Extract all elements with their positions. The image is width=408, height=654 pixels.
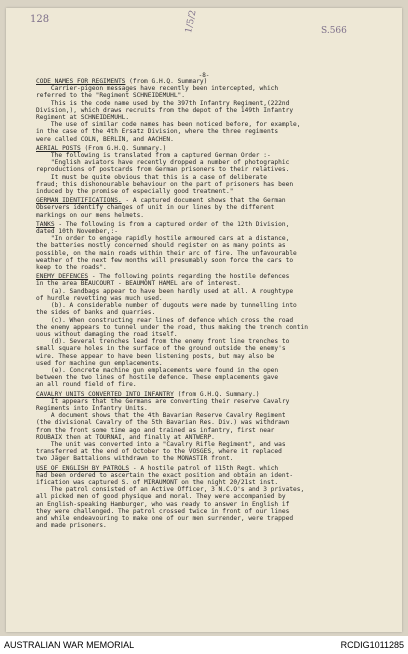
- footer-record-id: RCDIG1011285: [340, 640, 404, 650]
- text-line: [36, 331, 392, 338]
- text-line: [36, 250, 392, 257]
- text-line: [36, 419, 392, 426]
- section-heading: TANKS: [36, 220, 55, 228]
- section-heading: CODE NAMES FOR REGIMENTS: [36, 78, 126, 85]
- line-text: the sides of banks and quarries.: [36, 309, 156, 317]
- line-text: The patrol consisted of an Active Officer, 3 N.C.O's and 3 privates,: [36, 486, 305, 494]
- text-line: [36, 391, 392, 398]
- line-text: fraud; this dishonourable behaviour on the part of prisoners has been: [36, 180, 294, 188]
- line-text: The following is translated from a captured German Order :-: [36, 152, 271, 160]
- text-line: [36, 508, 392, 515]
- text-line: [36, 235, 392, 242]
- line-text: weather of the next few months will presumably soon force the cars to: [36, 256, 294, 264]
- line-text: an English-speaking Hamburger, who was ready to answer in English if: [36, 500, 290, 508]
- text-line: [36, 367, 392, 374]
- text-line: [36, 197, 392, 204]
- text-line: [36, 398, 392, 405]
- text-line: [36, 501, 392, 508]
- line-text: (from G.H.Q. Summary.): [177, 390, 260, 398]
- document-body: [36, 78, 392, 531]
- text-line: [36, 92, 392, 99]
- text-line: [36, 309, 392, 316]
- section-heading: CAVALRY UNITS CONVERTED INTO INFANTRY: [36, 390, 174, 398]
- line-text: Observers identify changes of unit in our lines by the different: [36, 204, 275, 212]
- line-text: ification was captured S. of MIRAUMONT on the night 20/21st inst.: [36, 478, 279, 486]
- text-line: [36, 412, 392, 419]
- section: [36, 273, 392, 388]
- line-text: of hurdle revetting was much used.: [36, 294, 163, 302]
- line-text: Regiment at SCHNEIDEMUHL.: [36, 114, 130, 122]
- line-text: uous without damaging the road itself.: [36, 330, 178, 338]
- footer-institution: AUSTRALIAN WAR MEMORIAL: [4, 640, 135, 650]
- text-line: [36, 280, 392, 287]
- line-text: were called COLN, BERLIN, and AACHEN.: [36, 135, 174, 143]
- folio-number: 128: [30, 14, 50, 25]
- document-page: [6, 8, 402, 632]
- line-text: - A captured document shows that the German: [125, 197, 286, 205]
- text-line: [36, 338, 392, 345]
- line-text: - The following points regarding the hostile defences: [91, 273, 290, 281]
- line-text: (b). A considerable number of dugouts were made by tunnelling into: [36, 302, 297, 310]
- section: [36, 78, 392, 143]
- line-text: possible, on the main roads within their arc of fire. The unfavourable: [36, 249, 297, 257]
- text-line: [36, 295, 392, 302]
- section: [36, 391, 392, 463]
- line-text: used for machine gun emplacements.: [36, 359, 163, 367]
- line-text: had been ordered to ascertain the exact position and obtain an ident-: [36, 471, 294, 479]
- text-line: [36, 114, 392, 121]
- text-line: [36, 317, 392, 324]
- text-line: [36, 345, 392, 352]
- text-line: [36, 465, 392, 472]
- line-text: and while endeavouring to make one of our men surrender, were trapped: [36, 514, 294, 522]
- text-line: [36, 434, 392, 441]
- line-text: keep to the roads".: [36, 264, 107, 272]
- text-line: [36, 78, 392, 85]
- line-text: Division,), which draws recruits from the depot of the 149th Infantry: [36, 106, 294, 114]
- text-line: [36, 100, 392, 107]
- line-text: (e). Concrete machine gun emplacements were found in the open: [36, 366, 279, 374]
- text-line: [36, 381, 392, 388]
- line-text: ROUBAIX then at TOURNAI, and finally at ANTWERP.: [36, 433, 215, 441]
- footer-bar: [0, 636, 408, 654]
- text-line: [36, 493, 392, 500]
- text-line: [36, 121, 392, 128]
- text-line: [36, 448, 392, 455]
- section-heading: AERIAL POSTS: [36, 144, 81, 152]
- line-text: an all round field of fire.: [36, 381, 137, 389]
- text-line: [36, 242, 392, 249]
- line-text: "English aviators have recently dropped a number of photographic: [36, 159, 290, 167]
- line-text: the batteries mostly concerned should register on as many points as: [36, 242, 286, 250]
- section: [36, 221, 392, 271]
- line-text: the enemy appears to tunnel under the road, thus making the trench contin: [36, 323, 308, 331]
- text-line: [36, 228, 392, 235]
- line-text: all picked men of good physique and moral. They were accompanied by: [36, 493, 286, 501]
- text-line: [36, 152, 392, 159]
- text-line: [36, 145, 392, 152]
- text-line: [36, 181, 392, 188]
- line-text: two Jäger Battalions withdrawn to the MONASTIR front.: [36, 455, 234, 463]
- page-number: -8-: [198, 72, 210, 79]
- text-line: [36, 273, 392, 280]
- line-text: from the front some time ago and trained as infantry, first near: [36, 426, 275, 434]
- section: [36, 197, 392, 219]
- text-line: [36, 204, 392, 211]
- line-text: transferred at the end of October to the VOSGES, where it replaced: [36, 448, 282, 456]
- text-line: [36, 128, 392, 135]
- line-text: markings on our mens helmets.: [36, 211, 145, 219]
- line-text: (d). Several trenches lead from the enemy front line trenches to: [36, 338, 290, 346]
- line-text: they were challenged. The patrol crossed twice in front of our lines: [36, 507, 290, 515]
- text-line: [36, 221, 392, 228]
- text-line: [36, 174, 392, 181]
- line-text: Carrier-pigeon messages have recently been intercepted, which: [36, 85, 279, 93]
- line-text: This is the code name used by the 397th Infantry Regiment,(222nd: [36, 99, 290, 107]
- text-line: [36, 353, 392, 360]
- text-line: [36, 136, 392, 143]
- line-text: A document shows that the 4th Bavarian Reserve Cavalry Regiment: [36, 412, 286, 420]
- text-line: [36, 360, 392, 367]
- text-line: [36, 515, 392, 522]
- line-text: Regiments into Infantry Units.: [36, 404, 148, 412]
- line-text: (the divisional Cavalry of the 5th Bavarian Res. Div.) was withdrawn: [36, 419, 290, 427]
- text-line: [36, 472, 392, 479]
- line-text: in the area BEAUCOURT - BEAUMONT HAMEL are of interest.: [36, 280, 241, 288]
- section-heading: USE OF ENGLISH BY PATROLS: [36, 464, 130, 472]
- text-line: [36, 302, 392, 309]
- line-text: (c). When constructing rear lines of defence which cross the road: [36, 316, 294, 324]
- text-line: [36, 455, 392, 462]
- text-line: [36, 264, 392, 271]
- line-text: wire. These appear to have been listening posts, but may also be: [36, 352, 275, 360]
- handwritten-file-number: S.566: [321, 26, 347, 36]
- text-line: [36, 288, 392, 295]
- line-text: - The following is from a captured order of the 12th Division,: [58, 220, 290, 228]
- section-heading: GERMAN IDENTIFICATIONS.: [36, 197, 122, 205]
- text-line: [36, 159, 392, 166]
- handwritten-reference: 1/5/2: [184, 9, 199, 35]
- line-text: It appears that the Germans are converting their reserve Cavalry: [36, 397, 290, 405]
- text-line: [36, 486, 392, 493]
- text-line: [36, 405, 392, 412]
- section: [36, 465, 392, 530]
- text-line: [36, 522, 392, 529]
- text-line: [36, 257, 392, 264]
- text-line: [36, 427, 392, 434]
- text-line: [36, 166, 392, 173]
- line-text: (a). Sandbags appear to have been hardly used at all. A roughtype: [36, 287, 294, 295]
- text-line: [36, 479, 392, 486]
- text-line: [36, 441, 392, 448]
- line-text: (From G.H.Q. Summary.): [84, 144, 167, 152]
- line-text: dated 10th November,:-: [36, 228, 118, 236]
- line-text: reproductions of postcards from German prisoners to their relatives.: [36, 166, 290, 174]
- text-line: [36, 212, 392, 219]
- section: [36, 145, 392, 195]
- line-text: - A hostile patrol of 115th Regt. which: [132, 464, 279, 472]
- text-line: [36, 107, 392, 114]
- line-text: (from G.H.Q. Summary): [129, 78, 208, 85]
- line-text: It must be quite obvious that this is a case of deliberate: [36, 173, 267, 181]
- line-text: induced by the promise of especially good treatment.": [36, 188, 234, 196]
- line-text: and made prisoners.: [36, 522, 107, 530]
- text-line: [36, 324, 392, 331]
- text-line: [36, 374, 392, 381]
- line-text: in the case of the 4th Ersatz Division, where the three regiments: [36, 128, 279, 136]
- line-text: between the two lines of hostile defence. These emplacements gave: [36, 374, 279, 382]
- section-heading: ENEMY DEFENCES: [36, 273, 89, 281]
- line-text: The unit was converted into a "Cavalry Rifle Regiment", and was: [36, 440, 286, 448]
- line-text: referred to the "Regiment SCHNEIDEMUHL".: [36, 92, 186, 100]
- text-line: [36, 85, 392, 92]
- line-text: The use of similar code names has been noticed before, for example,: [36, 121, 301, 129]
- text-line: [36, 188, 392, 195]
- line-text: "In order to engage rapidly hostile armoured cars at a distance,: [36, 235, 290, 243]
- line-text: small square holes in the surface of the ground outside the enemy's: [36, 345, 286, 353]
